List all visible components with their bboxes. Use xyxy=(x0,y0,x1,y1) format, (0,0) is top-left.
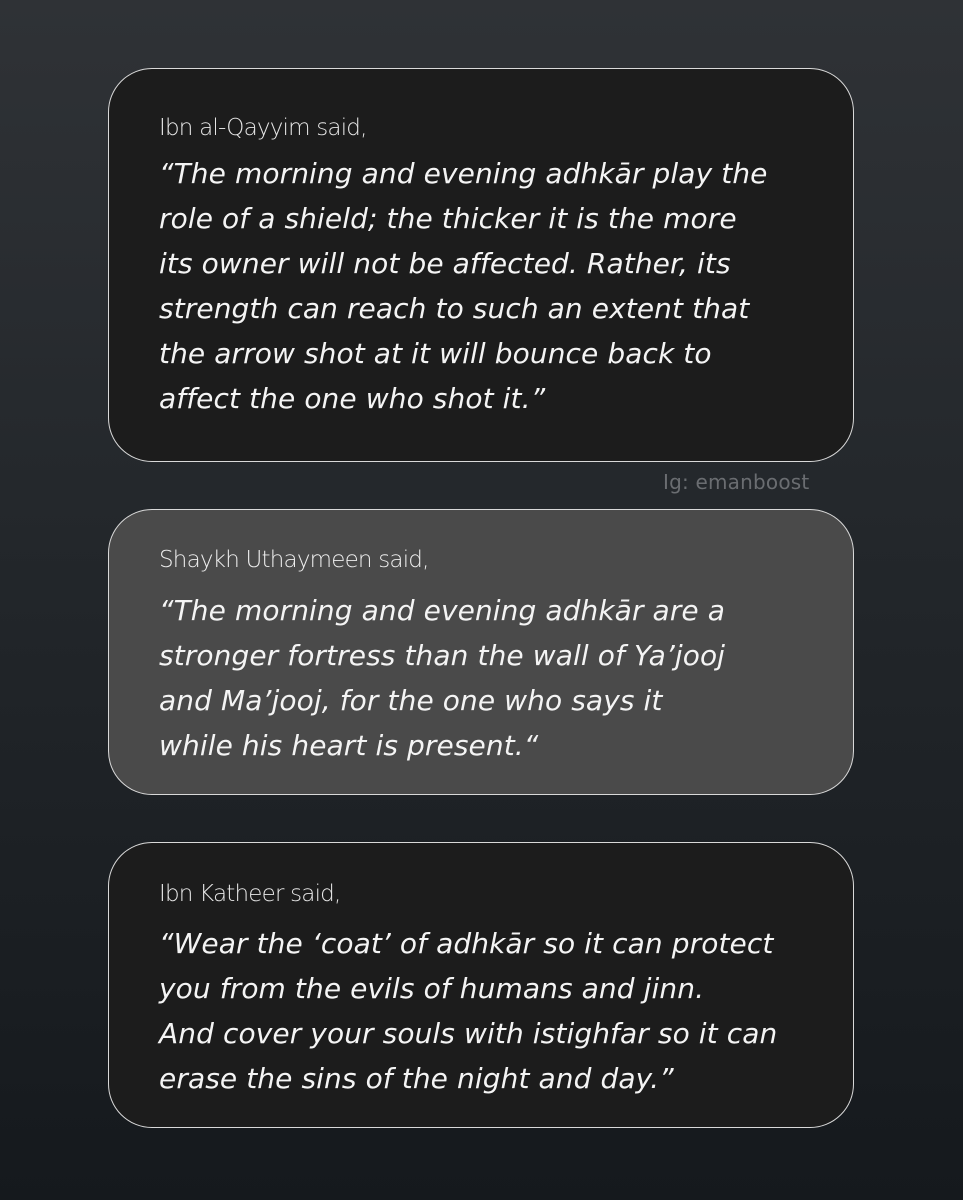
quote-text xyxy=(159,921,777,1101)
quote-speaker: Shaykh Uthaymeen said, xyxy=(159,547,429,573)
quote-line: its owner will not be affected. Rather, its xyxy=(159,247,731,280)
quote-text xyxy=(159,588,725,768)
quote-line: affect the one who shot it.” xyxy=(159,382,546,415)
quote-line: erase the sins of the night and day.” xyxy=(159,1062,674,1095)
quote-line: while his heart is present.“ xyxy=(159,729,539,762)
quote-text xyxy=(159,151,768,421)
quote-line: And cover your souls with istighfar so it can xyxy=(159,1017,778,1050)
quote-card-shaykh-uthaymeen xyxy=(108,509,854,795)
quote-line: “Wear the ‘coat’ of adhkār so it can protect xyxy=(159,927,774,960)
quote-line: stronger fortress than the wall of Ya’jooj xyxy=(159,639,726,672)
quote-line: strength can reach to such an extent that xyxy=(159,292,750,325)
quote-line: “The morning and evening adhkār play the xyxy=(159,157,768,190)
quote-line: “The morning and evening adhkār are a xyxy=(159,594,726,627)
quote-line: and Ma’jooj, for the one who says it xyxy=(159,684,663,717)
quote-line: you from the evils of humans and jinn. xyxy=(159,972,705,1005)
quote-card-ibn-katheer xyxy=(108,842,854,1128)
quote-speaker: Ibn al-Qayyim said, xyxy=(159,115,367,141)
quote-speaker: Ibn Katheer said, xyxy=(159,881,341,907)
instagram-watermark: Ig: emanboost xyxy=(663,470,810,494)
quote-line: the arrow shot at it will bounce back to xyxy=(159,337,712,370)
quote-card-ibn-al-qayyim xyxy=(108,68,854,462)
quote-line: role of a shield; the thicker it is the more xyxy=(159,202,737,235)
